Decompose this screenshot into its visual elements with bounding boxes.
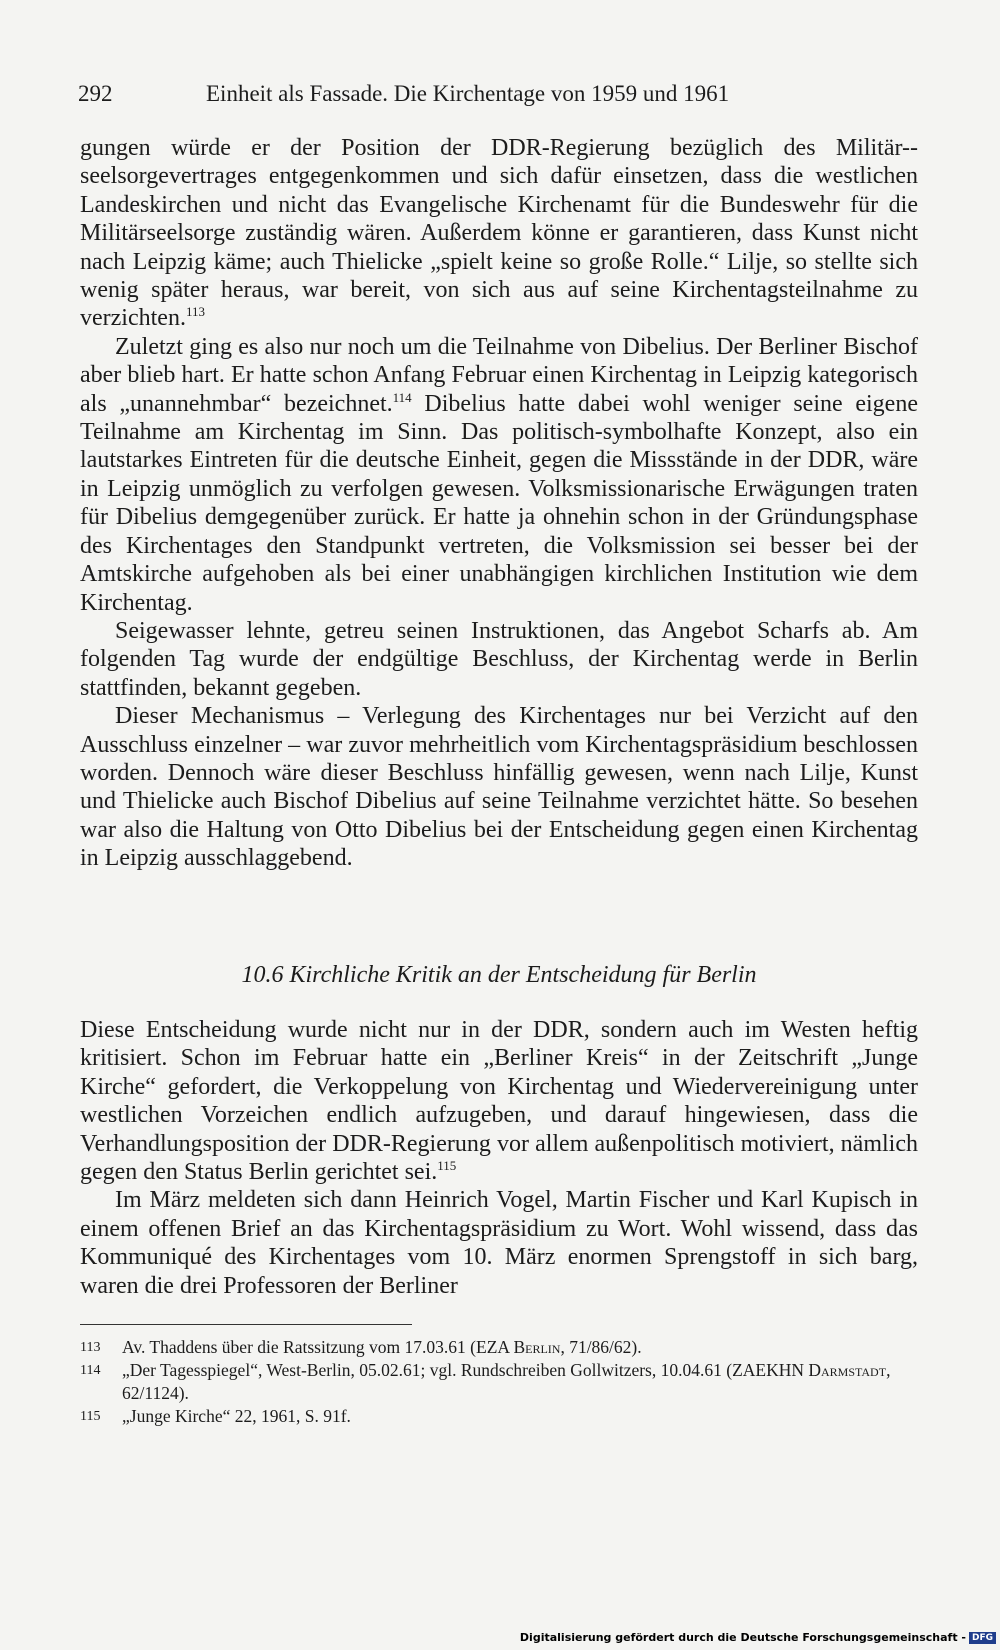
footnotes <box>80 1336 918 1428</box>
page-number: 292 <box>78 81 113 106</box>
footnote-text: „Junge Kirche“ 22, 1961, S. 91f. <box>122 1406 351 1426</box>
section-text-block <box>80 1016 918 1300</box>
paragraph: Dieser Mechanismus – Verlegung des Kirchentages nur bei Verzicht auf den Ausschluss einzelner – war zuvor mehrheitlich vom Kirchentagspräsidium beschlossen worden. Dennoch wäre dieser Beschluss hinfällig gewesen, wenn nach Lilje, Kunst und Thielicke auch Bischof Dibelius auf seine Teilnahme verzichtet hätte. So besehen war also die Haltung von Otto Dibelius bei der Entscheidung gegen einen Kirchentag in Leipzig ausschlaggebend. <box>80 703 918 872</box>
footnote <box>80 1359 918 1405</box>
footnote-number: 113 <box>80 1340 101 1355</box>
paragraph <box>80 333 918 617</box>
paragraph-text: Zuletzt ging es also nur noch um die Teilnahme von Dibelius. Der Berliner Bischof aber blieb hart. Er hatte schon Anfang Februar einen Kirchentag in Leipzig kategorisch als „unannehmbar“ bezeichnet. <box>80 333 918 417</box>
paragraph <box>80 134 918 333</box>
paragraph-text: gungen würde er der Position der DDR-Regierung bezüglich des Militär-seelsorgevertrages entgegenkommen und sich dafür einsetzen, dass die westlichen Landeskirchen und nicht das Evangelische Kirchenamt für die Bundeswehr für die Militärseelsorge zuständig wären. Außerdem könne er garantieren, dass Kunst nicht nach Leipzig käme; auch Thielicke „spielt keine so große Rolle.“ Lilje, so stellte sich wenig später heraus, war bereit, von sich aus auf seine Kirchentagsteilnahme zu verzichten. <box>80 135 918 332</box>
paragraph-text: Dibelius hatte dabei wohl weniger seine eigene Teilnahme am Kirchentag im Sinn. Das politisch-symbolhafte Konzept, also ein lautstarkes Eintreten für die deutsche Einheit, gegen die Missstände in der DDR, wäre in Leipzig unmöglich zu verfolgen gewesen. Volksmissionarische Erwägungen traten für Dibelius demgegenüber zurück. Er hatte ja ohnehin schon in der Gründungsphase des Kirchentages den Standpunkt vertreten, die Volksmission sei besser bei der Amtskirche aufgehoben als bei einer unabhängigen kirchlichen Institution wie dem Kirchentag. <box>80 390 918 616</box>
paragraph <box>80 1016 918 1186</box>
footnote-number: 115 <box>80 1409 101 1424</box>
digitization-credit <box>520 1631 996 1644</box>
credit-text: Digitalisierung gefördert durch die Deutsche Forschungsgemeinschaft - <box>519 1631 966 1644</box>
paragraph: Seigewasser lehnte, getreu seinen Instruktionen, das Angebot Scharfs ab. Am folgenden Tag wurde der endgültige Beschluss, der Kirchentag werde in Berlin stattfinden, bekannt gegeben. <box>80 617 918 701</box>
paragraph: Im März meldeten sich dann Heinrich Vogel, Martin Fischer und Karl Kupisch in einem offenen Brief an das Kirchentagspräsidium zu Wort. Wohl wissend, dass das Kommuniqué des Kirchentages vom 10. März enormen Sprengstoff in sich barg, waren die drei Professoren der Berliner <box>80 1187 918 1299</box>
footnote-divider <box>80 1324 412 1325</box>
footnote-ref[interactable]: 114 <box>392 389 412 405</box>
main-text-block <box>80 134 918 873</box>
dfg-logo-icon: DFG <box>969 1632 996 1644</box>
footnote <box>80 1405 918 1428</box>
running-header <box>78 80 918 108</box>
footnote-text: „Der Tagesspiegel“, West-Berlin, 05.02.61; vgl. Rundschreiben Gollwitzers, 10.04.61 (ZAEKHN Darmstadt, 62/1124). <box>122 1360 891 1403</box>
section-heading: 10.6 Kirchliche Kritik an der Entscheidung für Berlin <box>241 962 757 988</box>
footnote-ref[interactable]: 115 <box>437 1158 457 1174</box>
footnote <box>80 1336 918 1359</box>
footnote-number: 114 <box>80 1363 101 1378</box>
running-title: Einheit als Fassade. Die Kirchentage von 1959 und 1961 <box>206 81 730 106</box>
footnote-ref[interactable]: 113 <box>185 304 205 320</box>
footnote-text: Av. Thaddens über die Ratssitzung vom 17.03.61 (EZA Berlin, 71/86/62). <box>122 1337 642 1357</box>
paragraph-text: Diese Entscheidung wurde nicht nur in der DDR, sondern auch im Westen heftig kritisiert. Schon im Februar hatte ein „Berliner Kreis“ in der Zeitschrift „Junge Kirche“ gefordert, die Verkoppelung von Kirchentag und Wiedervereinigung unter westlichen Vorzeichen endlich aufzugeben, und darauf hingewiesen, dass die Verhandlungsposition der DDR-Regierung vor allem außenpolitisch motiviert, nämlich gegen den Status Berlin gerichtet sei. <box>80 1017 918 1186</box>
